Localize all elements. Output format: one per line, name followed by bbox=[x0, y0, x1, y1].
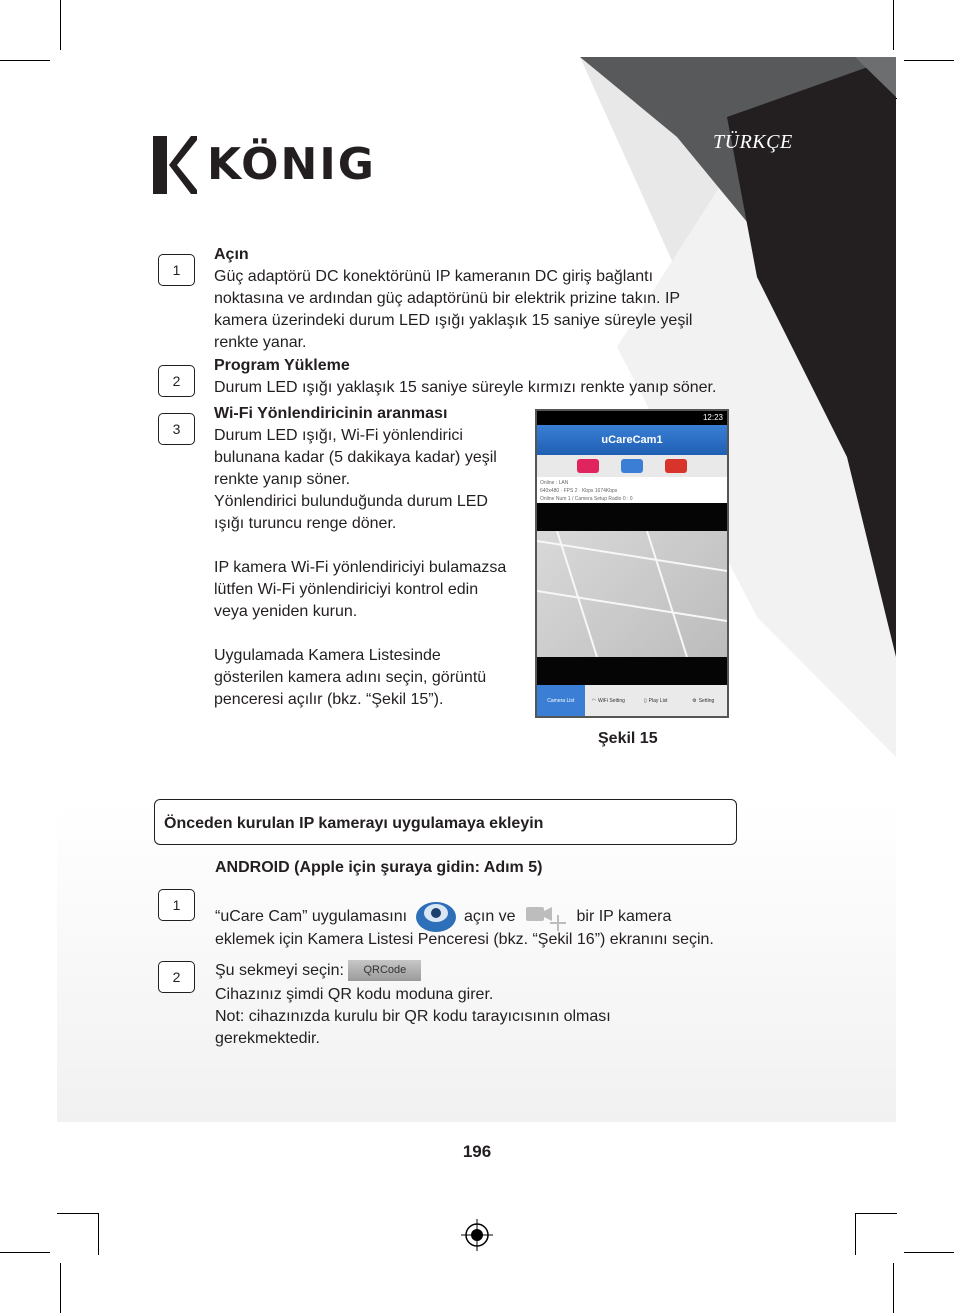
step-line: Yönlendirici bulunduğunda durum LED bbox=[214, 493, 488, 510]
step-number-box: 3 bbox=[158, 413, 195, 445]
step-line: Durum LED ışığı, Wi-Fi yönlendirici bbox=[214, 427, 463, 444]
phone-video-view bbox=[537, 531, 727, 657]
alarm-icon bbox=[665, 459, 687, 473]
step-line: Uygulamada Kamera Listesinde bbox=[214, 647, 441, 664]
gear-icon: ⚙ bbox=[692, 697, 697, 704]
crop-mark bbox=[855, 1213, 856, 1255]
phone-info-line: 640x480 · FPS 2 · Kbps 1674Kbps bbox=[540, 488, 618, 494]
phone-info-line: Online : LAN bbox=[540, 480, 569, 486]
step-fragment: “uCare Cam” uygulamasını bbox=[215, 908, 408, 925]
step-line bbox=[214, 535, 529, 557]
phone-icon: ▯ bbox=[643, 697, 647, 704]
registration-mark-icon bbox=[461, 1219, 493, 1251]
konig-logo-icon bbox=[153, 136, 197, 194]
step-line: gerekmektedir. bbox=[215, 1030, 320, 1047]
step-line: Güç adaptörü DC konektörünü IP kameranın DC giriş bağlantı bbox=[214, 268, 654, 285]
crop-mark bbox=[60, 1263, 61, 1313]
phone-tab-play-list bbox=[632, 685, 680, 716]
step-line bbox=[214, 623, 529, 645]
video-floor-pattern bbox=[537, 531, 727, 657]
step-fragment: açın ve bbox=[463, 908, 516, 925]
step-2-text bbox=[214, 355, 744, 399]
crop-mark bbox=[904, 1252, 954, 1253]
step-line: ışığı turuncu renge döner. bbox=[214, 515, 397, 532]
phone-tab-setting bbox=[680, 685, 728, 716]
phone-toolbar bbox=[537, 455, 727, 477]
step-line: renkte yanar. bbox=[214, 334, 307, 351]
figure-caption: Şekil 15 bbox=[598, 730, 658, 747]
phone-status-bar: 12:23 bbox=[537, 411, 727, 425]
language-label: TÜRKÇE bbox=[713, 131, 793, 153]
phone-letterbox bbox=[537, 503, 727, 531]
android-step-2-text bbox=[215, 958, 740, 1050]
add-camera-icon bbox=[524, 901, 568, 933]
step-title: Program Yükleme bbox=[214, 357, 350, 374]
android-heading: ANDROID (Apple için şuraya gidin: Adım 5) bbox=[215, 859, 543, 876]
step-number-box: 2 bbox=[158, 365, 195, 397]
phone-letterbox bbox=[537, 657, 727, 685]
step-line: eklemek için Kamera Listesi Penceresi (bkz. “Şekil 16”) ekranını seçin. bbox=[215, 931, 714, 948]
brand-logo bbox=[153, 136, 376, 194]
step-line: Durum LED ışığı yaklaşık 15 saniye süreyle kırmızı renkte yanıp söner. bbox=[214, 379, 717, 396]
speaker-icon bbox=[621, 459, 643, 473]
step-number-box: 1 bbox=[158, 889, 195, 921]
crop-mark bbox=[893, 0, 894, 50]
crop-mark bbox=[60, 0, 61, 50]
step-line: kamera üzerindeki durum LED ışığı yaklaşık 15 saniye süreyle yeşil bbox=[214, 312, 693, 329]
wifi-icon: ◠ bbox=[591, 697, 596, 704]
phone-info-panel bbox=[537, 477, 727, 503]
step-line: Not: cihazınızda kurulu bir QR kodu tarayıcısının olması bbox=[215, 1008, 611, 1025]
step-number-box: 1 bbox=[158, 254, 195, 286]
figure-15-phone-screenshot bbox=[535, 409, 729, 718]
crop-mark bbox=[98, 1213, 99, 1255]
step-fragment: bir IP kamera bbox=[576, 908, 672, 925]
step-line bbox=[215, 893, 740, 929]
android-step-1-text bbox=[215, 893, 740, 951]
crop-mark bbox=[0, 1252, 50, 1253]
phone-info-line: Online Num 1 / Camera Setup Radio 0 : 0 bbox=[540, 496, 633, 502]
brand-name: KÖNIG bbox=[207, 139, 376, 190]
step-title: Açın bbox=[214, 246, 249, 263]
qrcode-tab-button: QRCode bbox=[348, 960, 421, 981]
phone-tab-camera-list bbox=[537, 685, 585, 716]
step-number-box: 2 bbox=[158, 961, 195, 993]
section-heading-box: Önceden kurulan IP kamerayı uygulamaya ekleyin bbox=[154, 799, 737, 845]
step-line: bulunana kadar (5 dakikaya kadar) yeşil bbox=[214, 449, 497, 466]
step-line bbox=[215, 958, 740, 984]
tab-label: Camera List bbox=[547, 697, 575, 704]
crop-mark bbox=[904, 60, 954, 61]
tab-label: Setting bbox=[698, 697, 715, 704]
step-line: veya yeniden kurun. bbox=[214, 603, 358, 620]
step-3-text bbox=[214, 403, 529, 711]
record-icon bbox=[577, 459, 599, 473]
page-number: 196 bbox=[462, 1142, 492, 1161]
step-line: renkte yanıp söner. bbox=[214, 471, 351, 488]
step-fragment: Şu sekmeyi seçin: bbox=[215, 962, 344, 979]
step-line: noktasına ve ardından güç adaptörünü bir elektrik prizine takın. IP bbox=[214, 290, 681, 307]
step-line: Cihazınız şimdi QR kodu moduna girer. bbox=[215, 986, 494, 1003]
phone-app-title: uCareCam1 bbox=[537, 425, 727, 455]
step-line: gösterilen kamera adını seçin, görüntü bbox=[214, 669, 487, 686]
step-title: Wi-Fi Yönlendiricinin aranması bbox=[214, 405, 448, 422]
tab-label: Play List bbox=[648, 697, 668, 704]
phone-tab-wifi-setting bbox=[585, 685, 633, 716]
crop-mark bbox=[855, 1213, 897, 1214]
step-line: IP kamera Wi-Fi yönlendiriciyi bulamazsa bbox=[214, 559, 507, 576]
crop-mark bbox=[893, 1263, 894, 1313]
crop-mark bbox=[0, 60, 50, 61]
tab-label: WiFi Setting bbox=[597, 697, 625, 704]
step-line: lütfen Wi-Fi yönlendiriciyi kontrol edin bbox=[214, 581, 479, 598]
step-line: penceresi açılır (bkz. “Şekil 15”). bbox=[214, 691, 444, 708]
crop-mark bbox=[57, 1213, 99, 1214]
phone-tab-bar bbox=[537, 685, 727, 716]
step-1-text bbox=[214, 244, 744, 354]
